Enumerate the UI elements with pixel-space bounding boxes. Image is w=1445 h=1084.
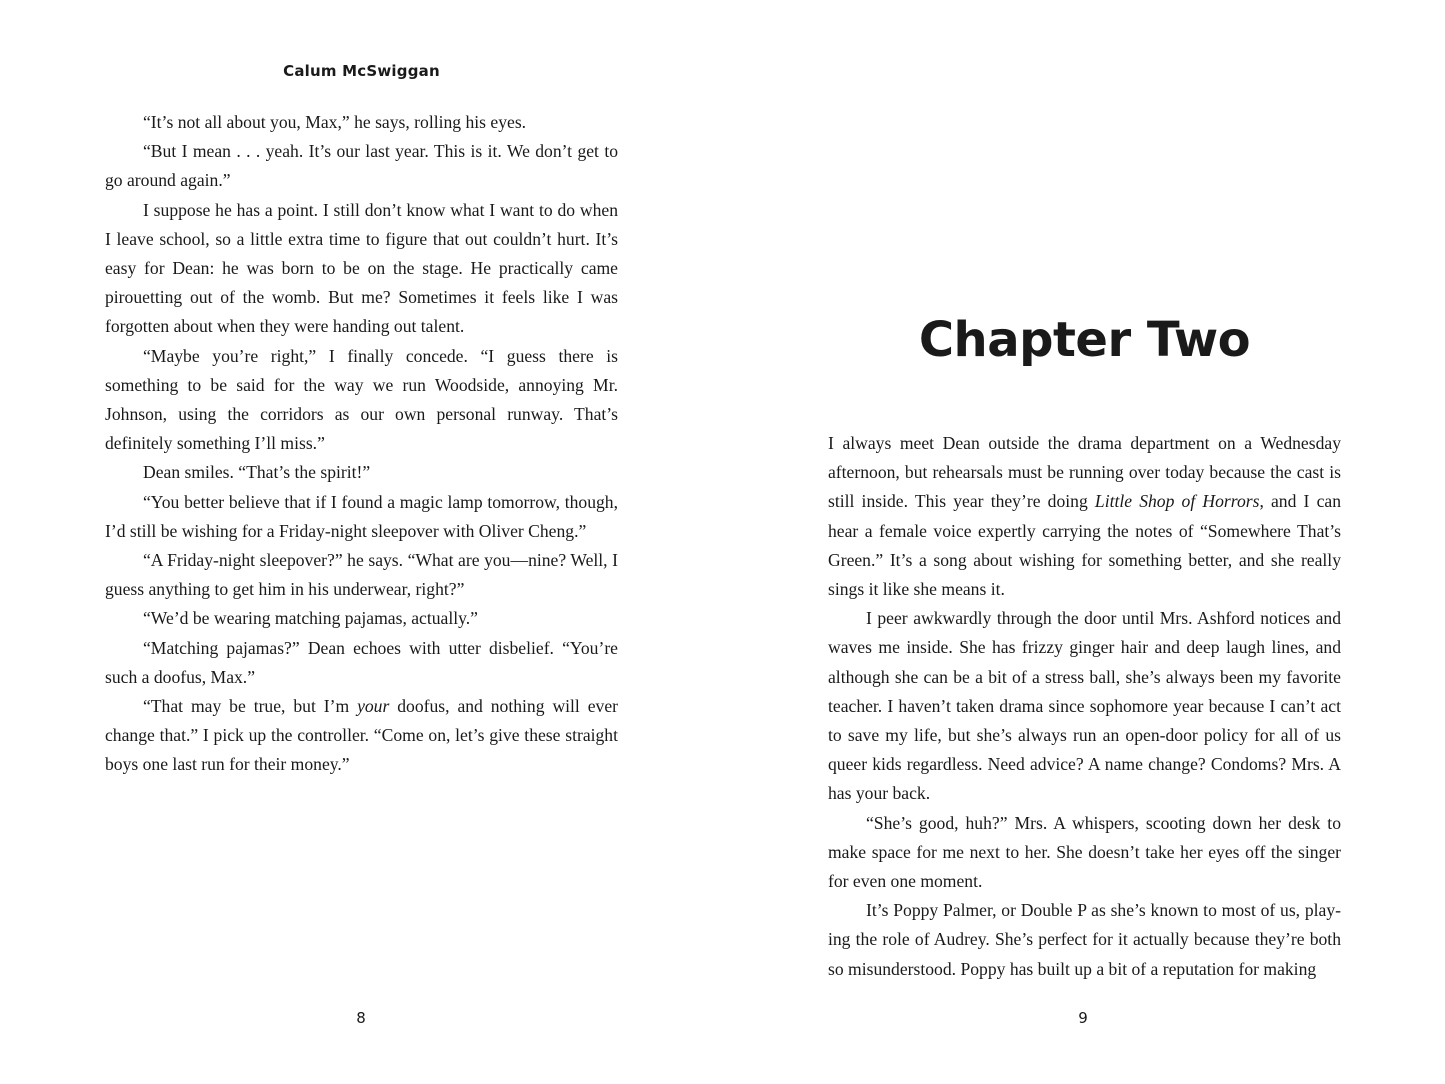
text-run: , and I can hear a female voice expertly carrying the notes of “Somewhere That’s Green.” It’s a song about wishing for something better, and she really sings it like she means it. [828, 491, 1341, 600]
text-run: Dean smiles. “That’s the spirit!” [143, 462, 371, 483]
right-page-body [828, 429, 1341, 984]
running-head-author: Calum McSwiggan [283, 62, 440, 80]
paragraph [105, 692, 618, 780]
italic-text: Little Shop of Horrors [1094, 491, 1260, 512]
page-number-left: 8 [356, 1009, 366, 1027]
text-run: “Matching pajamas?” Dean echoes with utter disbelief. “You’re such a doofus, Max.” [105, 637, 618, 687]
text-run: “You better believe that if I found a magic lamp tomorrow, though, I’d still be wishing for a Friday-night sleepover with Oliver Cheng.” [105, 491, 618, 541]
paragraph [105, 546, 618, 604]
text-run: “A Friday-night sleepover?” he says. “What are you—nine? Well, I guess anything to get him in his underwear, right?” [105, 550, 618, 600]
text-run: “But I mean . . . yeah. It’s our last year. This is it. We don’t get to go around again.” [105, 141, 618, 191]
paragraph [828, 429, 1341, 604]
paragraph [105, 137, 618, 195]
text-run: I suppose he has a point. I still don’t know what I want to do when I leave school, so a little extra time to figure that out couldn’t hurt. It’s easy for Dean: he was born to be on the stage. He practically came pirouetting out of the womb. But me? Sometimes it feels like I was forgotten about when they were handing out talent. [105, 199, 618, 337]
text-run: “That may be true, but I’m [143, 696, 358, 717]
text-run: “She’s good, huh?” Mrs. A whispers, scooting down her desk to make space for me next to her. She doesn’t take her eyes off the singer for even one moment. [828, 812, 1341, 892]
left-page [0, 0, 722, 1084]
text-run: I peer awkwardly through the door until Mrs. Ashford notices and waves me inside. She has frizzy ginger hair and deep laugh lines, and although she can be a bit of a stress ball, she’s always been my favorite teacher. I haven’t taken drama since sophomore year because I can’t act to save my life, but she’s always run an open-door policy for all of us queer kids regardless. Need advice? A name change? Condoms? Mrs. A has your back. [828, 608, 1341, 804]
text-run: doofus, and nothing will ever change that.” I pick up the controller. “Come on, let’s give these straight boys one last run for their money.” [105, 696, 618, 775]
chapter-title: Chapter Two [918, 312, 1251, 368]
text-run: It’s Poppy Palmer, or Double P as she’s known to most of us, playing the role of Audrey. She’s perfect for it actually because they’re both so misunderstood. Poppy has built up a bit of a reputation for making [828, 900, 1341, 979]
text-run: I always meet Dean outside the drama department on a Wednesday afternoon, but rehearsals must be running over today because the cast is still inside. This year they’re doing [828, 433, 1341, 512]
paragraph [105, 196, 618, 342]
paragraph [105, 342, 618, 459]
paragraph [828, 896, 1341, 984]
text-run: “It’s not all about you, Max,” he says, rolling his eyes. [143, 112, 527, 132]
paragraph [105, 458, 618, 487]
page-number-right: 9 [1078, 1009, 1088, 1027]
italic-text: your [357, 696, 390, 717]
text-run: “Maybe you’re right,” I finally concede. “I guess there is something to be said for the way we run Woodside, annoying Mr. Johnson, using the corridors as our own personal runway. That’s definitely something I’ll miss.” [105, 345, 618, 454]
paragraph [105, 488, 618, 546]
paragraph [828, 809, 1341, 897]
paragraph [105, 634, 618, 692]
left-page-body [105, 108, 618, 780]
right-page [722, 0, 1445, 1084]
paragraph [828, 604, 1341, 808]
paragraph [105, 604, 618, 633]
text-run: “We’d be wearing matching pajamas, actually.” [143, 608, 478, 629]
paragraph [105, 108, 618, 137]
